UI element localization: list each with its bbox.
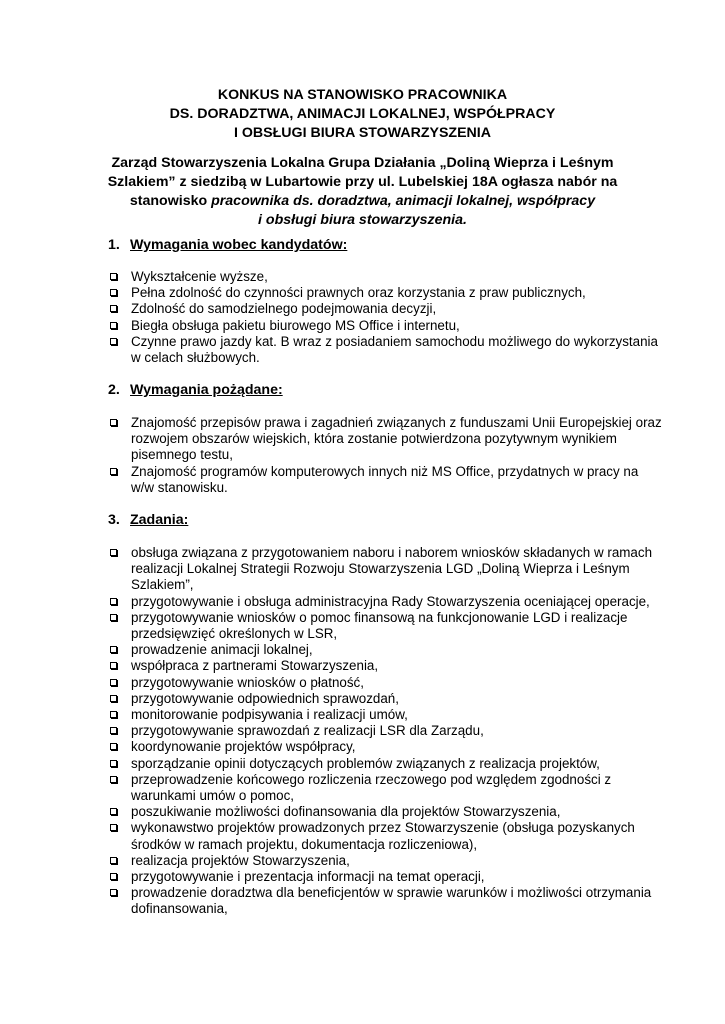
- list-item-text: przygotowywanie odpowiednich sprawozdań,: [131, 690, 399, 706]
- section-3-list: [108, 545, 668, 918]
- section-3-heading: [108, 511, 188, 530]
- list-item-text: Zdolność do samodzielnego podejmowania decyzji,: [131, 301, 437, 317]
- list-item-text: obsługa związana z przygotowaniem naboru i naborem wniosków składanych w ramach: [131, 545, 653, 560]
- list-item: [108, 723, 668, 739]
- section-2-heading: [108, 381, 283, 400]
- list-item: [108, 853, 668, 869]
- title-line-3: I OBSŁUGI BIURA STOWARZYSZENIA: [234, 125, 491, 141]
- list-item-text: prowadzenie animacji lokalnej,: [131, 642, 313, 658]
- list-item-text: współpraca z partnerami Stowarzyszenia,: [131, 658, 379, 674]
- intro-line-2: Szlakiem” z siedzibą w Lubartowie przy ul. Lubelskiej 18A ogłasza nabór na: [107, 174, 618, 190]
- checkbox-bullet-icon: [110, 711, 117, 718]
- section-number: 3.: [108, 512, 120, 528]
- section-number: 2.: [108, 382, 120, 398]
- checkbox-bullet-icon: [110, 549, 117, 556]
- list-item-text: sporządzanie opinii dotyczących problemów związanych z realizacja projektów,: [131, 755, 600, 771]
- intro-paragraph: [0, 154, 725, 230]
- checkbox-bullet-icon: [110, 662, 117, 669]
- document-title: [0, 86, 725, 143]
- section-2-list: [108, 415, 668, 496]
- list-item-text: koordynowanie projektów współpracy,: [131, 739, 356, 755]
- section-number: 1.: [108, 237, 120, 253]
- intro-line-4: [0, 211, 725, 230]
- title-line-2: DS. DORADZTWA, ANIMACJI LOKALNEJ, WSPÓŁPRACY: [169, 106, 556, 122]
- list-item-text: dofinansowania,: [131, 901, 228, 917]
- checkbox-bullet-icon: [110, 338, 117, 345]
- list-item-text: Znajomość przepisów prawa i zagadnień związanych z funduszami Unii Europejskiej oraz: [131, 415, 662, 430]
- list-item: [108, 610, 668, 642]
- list-item: [108, 642, 668, 658]
- list-item-text: Pełna zdolność do czynności prawnych oraz korzystania z praw publicznych,: [131, 285, 586, 301]
- checkbox-bullet-icon: [110, 419, 117, 426]
- list-item-text: przeprowadzenie końcowego rozliczenia rzeczowego pod względem zgodności z: [131, 771, 612, 787]
- list-item-text: Czynne prawo jazdy kat. B wraz z posiadaniem samochodu możliwego do wykorzystania: [131, 333, 658, 349]
- list-item: [108, 772, 668, 804]
- list-item-text: warunkami umów o pomoc,: [131, 788, 294, 804]
- list-item: [108, 415, 668, 464]
- checkbox-bullet-icon: [110, 857, 117, 864]
- list-item: [108, 334, 668, 366]
- checkbox-bullet-icon: [110, 760, 117, 767]
- intro-line-3-italic: pracownika ds. doradztwa, animacji lokalnej, współpracy: [211, 193, 596, 209]
- list-item-text: przygotowywanie sprawozdań z realizacji LSR dla Zarządu,: [131, 723, 484, 739]
- checkbox-bullet-icon: [110, 824, 117, 831]
- list-item-text: pisemnego testu,: [131, 447, 233, 463]
- list-item: [108, 804, 668, 820]
- checkbox-bullet-icon: [110, 614, 117, 621]
- list-item-text: przygotowywanie i prezentacja informacji na temat operacji,: [131, 869, 485, 885]
- list-item: [108, 707, 668, 723]
- checkbox-bullet-icon: [110, 679, 117, 686]
- checkbox-bullet-icon: [110, 695, 117, 702]
- list-item-text: Znajomość programów komputerowych innych niż MS Office, przydatnych w pracy na: [131, 463, 639, 479]
- list-item-text: środków w ramach projektu, dokumentacja rozliczeniowa),: [131, 836, 478, 852]
- list-item-text: przedsięwzięć określonych w LSR,: [131, 626, 338, 642]
- list-item: [108, 301, 668, 317]
- list-item: [108, 885, 668, 917]
- checkbox-bullet-icon: [110, 727, 117, 734]
- section-1-list: [108, 269, 668, 366]
- list-item: [108, 756, 668, 772]
- list-item: [108, 869, 668, 885]
- list-item-text: przygotowywanie wniosków o płatność,: [131, 674, 364, 690]
- checkbox-bullet-icon: [110, 305, 117, 312]
- list-item-text: w/w stanowisku.: [131, 479, 228, 495]
- list-item: [108, 318, 668, 334]
- title-line-1: KONKUS NA STANOWISKO PRACOWNIKA: [217, 87, 508, 103]
- section-label: Wymagania pożądane:: [130, 382, 283, 398]
- intro-line-3: [0, 192, 725, 211]
- checkbox-bullet-icon: [110, 468, 117, 475]
- list-item-text: w celach służbowych.: [131, 350, 260, 366]
- list-item-text: wykonawstwo projektów prowadzonych przez Stowarzyszenie (obsługa pozyskanych: [131, 820, 635, 836]
- list-item-text: Szlakiem”,: [131, 577, 194, 593]
- list-item: [108, 658, 668, 674]
- list-item-text: realizacja projektów Stowarzyszenia,: [131, 852, 350, 868]
- list-item-text: rozwojem obszarów wiejskich, która zostanie potwierdzona pozytywnym wynikiem: [131, 431, 617, 447]
- list-item: [108, 545, 668, 594]
- intro-line-1: Zarząd Stowarzyszenia Lokalna Grupa Działania „Doliną Wieprza i Leśnym: [111, 155, 614, 171]
- checkbox-bullet-icon: [110, 322, 117, 329]
- list-item-text: Biegła obsługa pakietu biurowego MS Office i internetu,: [131, 317, 460, 333]
- list-item: [108, 675, 668, 691]
- checkbox-bullet-icon: [110, 743, 117, 750]
- checkbox-bullet-icon: [110, 646, 117, 653]
- list-item-text: realizacji Lokalnej Strategii Rozwoju Stowarzyszenia LGD „Doliną Wieprza i Leśnym: [131, 561, 630, 577]
- intro-line-3-plain: stanowisko: [129, 193, 212, 209]
- list-item: [108, 691, 668, 707]
- checkbox-bullet-icon: [110, 889, 117, 896]
- checkbox-bullet-icon: [110, 289, 117, 296]
- list-item-text: monitorowanie podpisywania i realizacji umów,: [131, 707, 408, 723]
- list-item-text: przygotowywanie i obsługa administracyjna Rady Stowarzyszenia oceniającej operacje,: [131, 593, 650, 609]
- section-1-heading: [108, 236, 347, 255]
- list-item-text: prowadzenie doradztwa dla beneficjentów w sprawie warunków i możliwości otrzymania: [131, 885, 652, 901]
- checkbox-bullet-icon: [110, 598, 117, 605]
- list-item-text: przygotowywanie wniosków o pomoc finansową na funkcjonowanie LGD i realizacje: [131, 609, 628, 625]
- intro-line-4-italic: i obsługi biura stowarzyszenia.: [258, 212, 467, 228]
- checkbox-bullet-icon: [110, 808, 117, 815]
- checkbox-bullet-icon: [110, 776, 117, 783]
- list-item: [108, 739, 668, 755]
- checkbox-bullet-icon: [110, 273, 117, 280]
- list-item: [108, 820, 668, 852]
- checkbox-bullet-icon: [110, 873, 117, 880]
- section-label: Wymagania wobec kandydatów:: [130, 237, 348, 253]
- list-item-text: poszukiwanie możliwości dofinansowania dla projektów Stowarzyszenia,: [131, 804, 561, 820]
- list-item: [108, 464, 668, 496]
- section-label: Zadania:: [130, 512, 189, 528]
- list-item: [108, 285, 668, 301]
- list-item: [108, 269, 668, 285]
- list-item: [108, 594, 668, 610]
- list-item-text: Wykształcenie wyższe,: [131, 269, 268, 284]
